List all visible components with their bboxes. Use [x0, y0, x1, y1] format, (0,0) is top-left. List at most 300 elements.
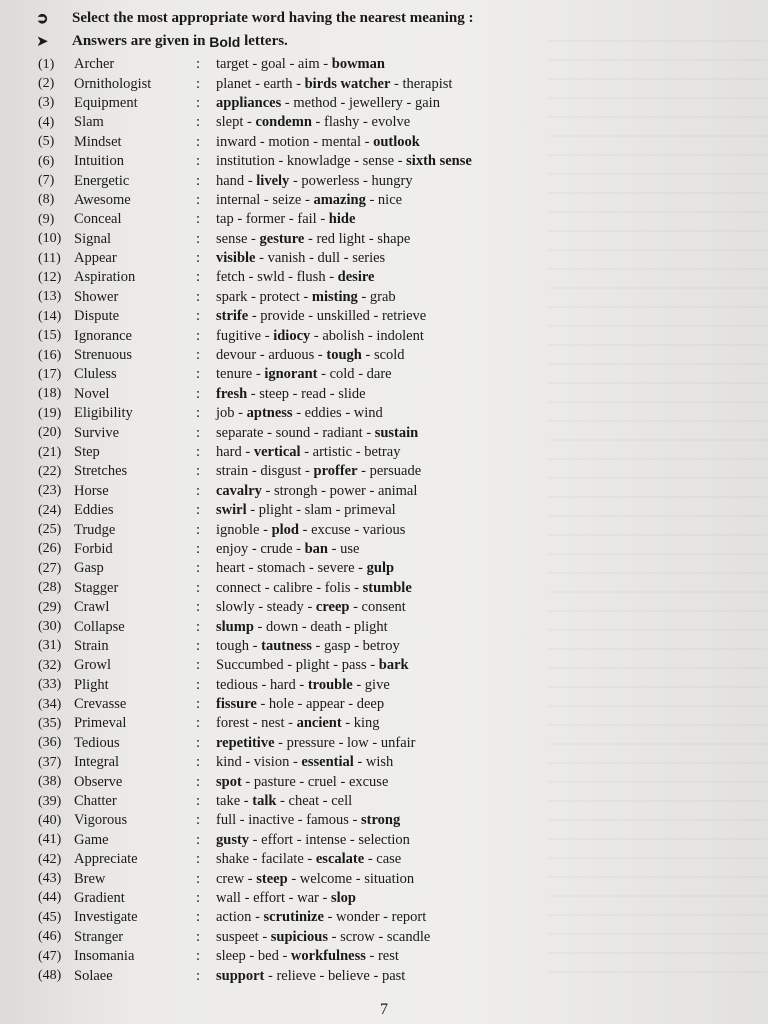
question-number: (41): [38, 832, 62, 848]
option-separator: -: [354, 560, 367, 577]
option-separator: -: [247, 230, 260, 247]
colon-separator: :: [196, 657, 201, 674]
option: dare: [366, 366, 392, 383]
option-separator: -: [309, 133, 322, 150]
option: bed: [257, 948, 279, 965]
colon-separator: :: [196, 288, 201, 305]
colon-separator: :: [196, 385, 201, 402]
options-list: [216, 929, 758, 946]
answer-option: sustain: [374, 424, 419, 441]
question-row: [38, 326, 758, 345]
option: spark: [216, 288, 248, 305]
question-word: Mindset: [74, 133, 122, 150]
question-word: Dispute: [74, 308, 120, 325]
question-word: Stretches: [74, 463, 128, 480]
option: flashy: [323, 114, 360, 131]
option: forest: [216, 715, 250, 732]
question-number: (8): [38, 192, 55, 208]
colon-separator: :: [196, 172, 201, 189]
option: wall: [216, 889, 241, 906]
option: full: [216, 812, 237, 829]
options-list: [216, 948, 758, 965]
option: cruel: [307, 773, 337, 790]
option-separator: -: [251, 75, 264, 92]
option: gasp: [323, 637, 351, 654]
colon-separator: :: [196, 851, 201, 868]
options-list: [216, 192, 758, 209]
options-list: [216, 890, 758, 907]
answer-option: swirl: [216, 502, 247, 519]
option: indolent: [376, 327, 424, 344]
option-separator: -: [352, 676, 365, 693]
option-separator: -: [254, 599, 267, 616]
question-word: Appear: [74, 250, 117, 267]
question-row: [38, 74, 758, 93]
option: kind: [216, 754, 242, 771]
option-separator: -: [319, 793, 332, 810]
options-list: [216, 366, 758, 383]
question-word: Tedious: [74, 734, 120, 751]
option: goal: [260, 56, 286, 73]
question-number: (1): [38, 56, 55, 72]
question-number: (12): [38, 269, 62, 285]
option-separator: -: [310, 424, 323, 441]
option-separator: -: [317, 482, 330, 499]
option: severe: [317, 560, 355, 577]
colon-separator: :: [196, 540, 201, 557]
question-row: [38, 346, 758, 365]
option: vision: [253, 754, 290, 771]
option-separator: -: [350, 153, 363, 170]
option-separator: -: [261, 579, 274, 596]
answer-option: workfulness: [290, 948, 366, 965]
option-separator: -: [298, 618, 311, 635]
option: protect: [259, 288, 300, 305]
colon-separator: :: [196, 56, 201, 73]
option-separator: -: [359, 172, 372, 189]
option: strain: [216, 463, 249, 480]
question-number: (2): [38, 76, 55, 92]
colon-separator: :: [196, 133, 201, 150]
question-number: (16): [38, 347, 62, 363]
option: pressure: [286, 734, 335, 751]
option: strongh: [274, 482, 318, 499]
question-row: [38, 423, 758, 442]
options-list: [216, 580, 758, 597]
options-list: [216, 812, 758, 829]
option-separator: -: [289, 172, 302, 189]
option-separator: -: [326, 385, 339, 402]
option-separator: -: [258, 928, 271, 945]
option-separator: -: [292, 502, 305, 519]
option: folis: [324, 579, 351, 596]
answer-option: visible: [216, 250, 256, 267]
question-word: Stagger: [74, 579, 119, 596]
option-separator: -: [369, 967, 382, 984]
option: hand: [216, 172, 245, 189]
colon-separator: :: [196, 599, 201, 616]
question-word: Energetic: [74, 172, 130, 189]
option: hard: [269, 676, 296, 693]
option: suspeet: [216, 928, 259, 945]
option: tough: [216, 637, 250, 654]
option: disgust: [260, 463, 302, 480]
option: intense: [305, 831, 347, 848]
answer-option: vertical: [253, 444, 301, 460]
option: hungry: [371, 172, 413, 189]
colon-separator: :: [196, 715, 201, 732]
question-word: Ignorance: [74, 327, 132, 344]
answer-option: misting: [311, 288, 358, 305]
answer-option: strife: [216, 308, 249, 325]
question-row: [38, 365, 758, 384]
question-number: (28): [38, 580, 62, 596]
option: arduous: [268, 347, 315, 364]
question-number: (19): [38, 405, 62, 421]
option: tap: [216, 211, 234, 228]
question-row: [38, 540, 758, 559]
answer-option: hide: [328, 211, 356, 228]
question-word: Step: [74, 444, 100, 460]
question-word: Brew: [74, 870, 106, 887]
question-word: Signal: [74, 230, 112, 247]
options-list: [216, 76, 758, 93]
question-word: Equipment: [74, 94, 138, 111]
option-separator: -: [340, 250, 353, 267]
colon-separator: :: [196, 308, 201, 325]
option: series: [352, 250, 386, 267]
option-separator: -: [292, 540, 305, 557]
options-list: [216, 173, 758, 190]
colon-separator: :: [196, 327, 201, 344]
option-separator: -: [301, 191, 314, 208]
question-row: [38, 443, 758, 462]
colon-separator: :: [196, 637, 201, 654]
option-separator: -: [349, 599, 362, 616]
colon-separator: :: [196, 463, 201, 480]
option-separator: -: [315, 967, 328, 984]
option: cold: [329, 366, 355, 383]
answer-option: fissure: [216, 696, 257, 713]
option: plight: [258, 502, 293, 519]
question-word: Archer: [74, 56, 115, 73]
colon-separator: :: [196, 444, 201, 460]
options-list: [216, 774, 758, 791]
option: power: [329, 482, 366, 499]
answer-option: steep: [256, 870, 288, 887]
question-word: Chatter: [74, 793, 117, 810]
option: gain: [415, 94, 440, 111]
question-row: [38, 404, 758, 423]
option-separator: -: [284, 715, 297, 732]
option-separator: -: [253, 618, 266, 635]
option: knowladge: [286, 153, 351, 170]
question-word: Game: [74, 831, 109, 848]
option: sense: [216, 230, 248, 247]
question-word: Intuition: [74, 153, 124, 170]
option: crude: [260, 540, 293, 557]
question-number: (45): [38, 909, 62, 925]
question-row: [38, 482, 758, 501]
question-row: [38, 637, 758, 656]
option-separator: -: [328, 928, 341, 945]
answer-option: support: [216, 967, 265, 984]
question-number: (25): [38, 522, 62, 538]
option: eddies: [304, 405, 342, 422]
colon-separator: :: [196, 269, 201, 286]
colon-separator: :: [196, 793, 201, 810]
option: persuade: [369, 463, 422, 480]
option: effort: [261, 831, 294, 848]
question-row: [38, 152, 758, 171]
answer-option: outlook: [373, 133, 420, 150]
option: plight: [295, 657, 330, 674]
colon-separator: :: [196, 502, 201, 519]
options-list: [216, 463, 758, 480]
option: sense: [362, 153, 395, 170]
options-list: [216, 541, 758, 558]
question-number: (40): [38, 812, 62, 828]
question-number: (30): [38, 619, 62, 635]
option: slam: [304, 502, 333, 519]
option: effort: [253, 889, 286, 906]
option-separator: -: [357, 288, 370, 305]
option-separator: -: [241, 444, 254, 460]
question-number: (32): [38, 657, 62, 673]
question-word: Cluless: [74, 366, 117, 383]
option-separator: -: [354, 366, 367, 383]
answer-option: essential: [301, 754, 354, 771]
answer-option: condemn: [255, 114, 312, 131]
option: past: [381, 967, 406, 984]
option-separator: -: [243, 114, 256, 131]
option: flush: [296, 269, 326, 286]
option: sleep: [216, 948, 246, 965]
option-separator: -: [379, 909, 392, 926]
question-number: (18): [38, 386, 62, 402]
question-row: [38, 249, 758, 268]
question-word: Shower: [74, 288, 119, 305]
option: fail: [297, 211, 317, 228]
question-number: (37): [38, 754, 62, 770]
answer-option: cavalry: [216, 482, 262, 499]
option: crew: [216, 870, 245, 887]
option-separator: -: [314, 347, 327, 364]
options-list: [216, 95, 758, 112]
option: separate: [216, 424, 264, 441]
option-separator: -: [245, 948, 258, 965]
question-row: [38, 734, 758, 753]
question-word: Gasp: [74, 560, 104, 577]
options-list: [216, 134, 758, 151]
question-word: Ornithologist: [74, 75, 152, 92]
option: abolish: [322, 327, 365, 344]
option-separator: -: [305, 250, 318, 267]
option-separator: -: [301, 463, 314, 480]
colon-separator: :: [196, 250, 201, 267]
option-separator: -: [274, 153, 287, 170]
option-separator: -: [352, 870, 365, 887]
option-separator: -: [364, 327, 377, 344]
options-list: [216, 483, 758, 500]
option-separator: -: [292, 75, 305, 92]
question-row: [38, 385, 758, 404]
options-list: [216, 56, 758, 73]
option: powerless: [301, 172, 360, 189]
colon-separator: :: [196, 424, 201, 441]
question-row: [38, 171, 758, 190]
question-number: (6): [38, 153, 55, 169]
option: consent: [361, 599, 406, 616]
question-word: Slam: [74, 114, 104, 131]
colon-separator: :: [196, 94, 201, 111]
question-word: Gradient: [74, 889, 125, 906]
question-word: Observe: [74, 773, 123, 790]
option: hard: [216, 444, 242, 460]
option: death: [310, 618, 342, 635]
question-number: (47): [38, 948, 62, 964]
option: institution: [216, 153, 275, 170]
option-separator: -: [285, 56, 298, 73]
option: radiant: [322, 424, 363, 441]
option-separator: -: [304, 230, 317, 247]
option-separator: -: [263, 424, 276, 441]
options-list: [216, 832, 758, 849]
options-list: [216, 871, 758, 888]
option: famous: [306, 812, 349, 829]
option: vanish: [267, 250, 306, 267]
question-row: [38, 928, 758, 947]
options-list: [216, 405, 758, 422]
option-separator: -: [261, 327, 274, 344]
question-word: Forbid: [74, 540, 113, 557]
question-number: (46): [38, 929, 62, 945]
option-separator: -: [348, 812, 362, 829]
options-list: [216, 735, 758, 752]
question-number: (5): [38, 134, 55, 150]
answer-option: strong: [361, 812, 401, 829]
option-separator: -: [255, 250, 268, 267]
question-row: [38, 55, 758, 74]
question-word: Growl: [74, 657, 112, 674]
question-word: Novel: [74, 385, 110, 402]
question-row: [38, 714, 758, 733]
answer-option: scrutinize: [263, 909, 324, 926]
question-number: (38): [38, 774, 62, 790]
option-separator: -: [244, 560, 258, 577]
answer-option: fresh: [216, 385, 248, 402]
options-list: [216, 793, 758, 810]
question-number: (35): [38, 715, 62, 731]
option-separator: -: [311, 637, 324, 654]
option-separator: -: [264, 967, 277, 984]
option-separator: -: [285, 889, 298, 906]
option-separator: -: [244, 870, 257, 887]
colon-separator: :: [196, 889, 201, 906]
option-separator: -: [364, 851, 377, 868]
option: plight: [353, 618, 388, 635]
question-row: [38, 210, 758, 229]
question-word: Eddies: [74, 502, 114, 519]
question-word: Investigate: [74, 909, 138, 926]
option: inactive: [248, 812, 295, 829]
colon-separator: :: [196, 928, 201, 945]
option-separator: -: [394, 153, 407, 170]
options-list: [216, 386, 758, 403]
answer-option: creep: [315, 599, 350, 616]
answer-note-bold: Bold: [209, 33, 241, 50]
answer-option: spot: [216, 773, 242, 790]
answer-option: desire: [337, 269, 375, 286]
option: rest: [377, 948, 399, 965]
option-separator: -: [362, 424, 375, 441]
question-row: [38, 772, 758, 791]
colon-separator: :: [196, 870, 201, 887]
option-separator: -: [247, 385, 260, 402]
options-list: [216, 153, 758, 170]
option-separator: -: [284, 269, 297, 286]
options-list: [216, 347, 758, 364]
answer-option: repetitive: [216, 734, 275, 751]
colon-separator: :: [196, 831, 201, 848]
question-number: (34): [38, 696, 62, 712]
question-row: [38, 617, 758, 636]
option-separator: -: [293, 696, 306, 713]
option-separator: -: [295, 676, 308, 693]
option-separator: -: [287, 870, 300, 887]
question-number: (20): [38, 425, 62, 441]
option: welcome: [299, 870, 353, 887]
option-separator: -: [350, 637, 363, 654]
colon-separator: :: [196, 560, 201, 577]
colon-separator: :: [196, 347, 201, 364]
question-row: [38, 850, 758, 869]
option-separator: -: [341, 405, 354, 422]
option-separator: -: [303, 851, 316, 868]
options-list: [216, 851, 758, 868]
colon-separator: :: [196, 482, 201, 499]
option-separator: -: [319, 56, 332, 73]
question-word: Appreciate: [74, 851, 138, 868]
options-list: [216, 560, 758, 577]
option: devour: [216, 347, 257, 364]
option-separator: -: [252, 366, 265, 383]
options-list: [216, 328, 758, 345]
question-row: [38, 307, 758, 326]
option: cheat: [288, 793, 320, 810]
option: target: [216, 56, 249, 73]
question-word: Conceal: [74, 211, 122, 228]
option: motion: [268, 133, 310, 150]
option: red light: [316, 230, 366, 247]
question-row: [38, 133, 758, 152]
options-list: [216, 444, 758, 461]
option: former: [245, 211, 286, 228]
option: connect: [216, 579, 262, 596]
answer-option: gulp: [366, 560, 395, 577]
option-separator: -: [244, 269, 258, 286]
option: earth: [263, 75, 293, 92]
question-row: [38, 695, 758, 714]
colon-separator: :: [196, 211, 201, 228]
options-list: [216, 522, 758, 539]
option: steady: [266, 599, 304, 616]
option-separator: -: [310, 327, 323, 344]
answer-option: amazing: [313, 191, 366, 208]
option: dull: [317, 250, 341, 267]
option-separator: -: [350, 579, 363, 596]
option-separator: -: [289, 385, 302, 402]
